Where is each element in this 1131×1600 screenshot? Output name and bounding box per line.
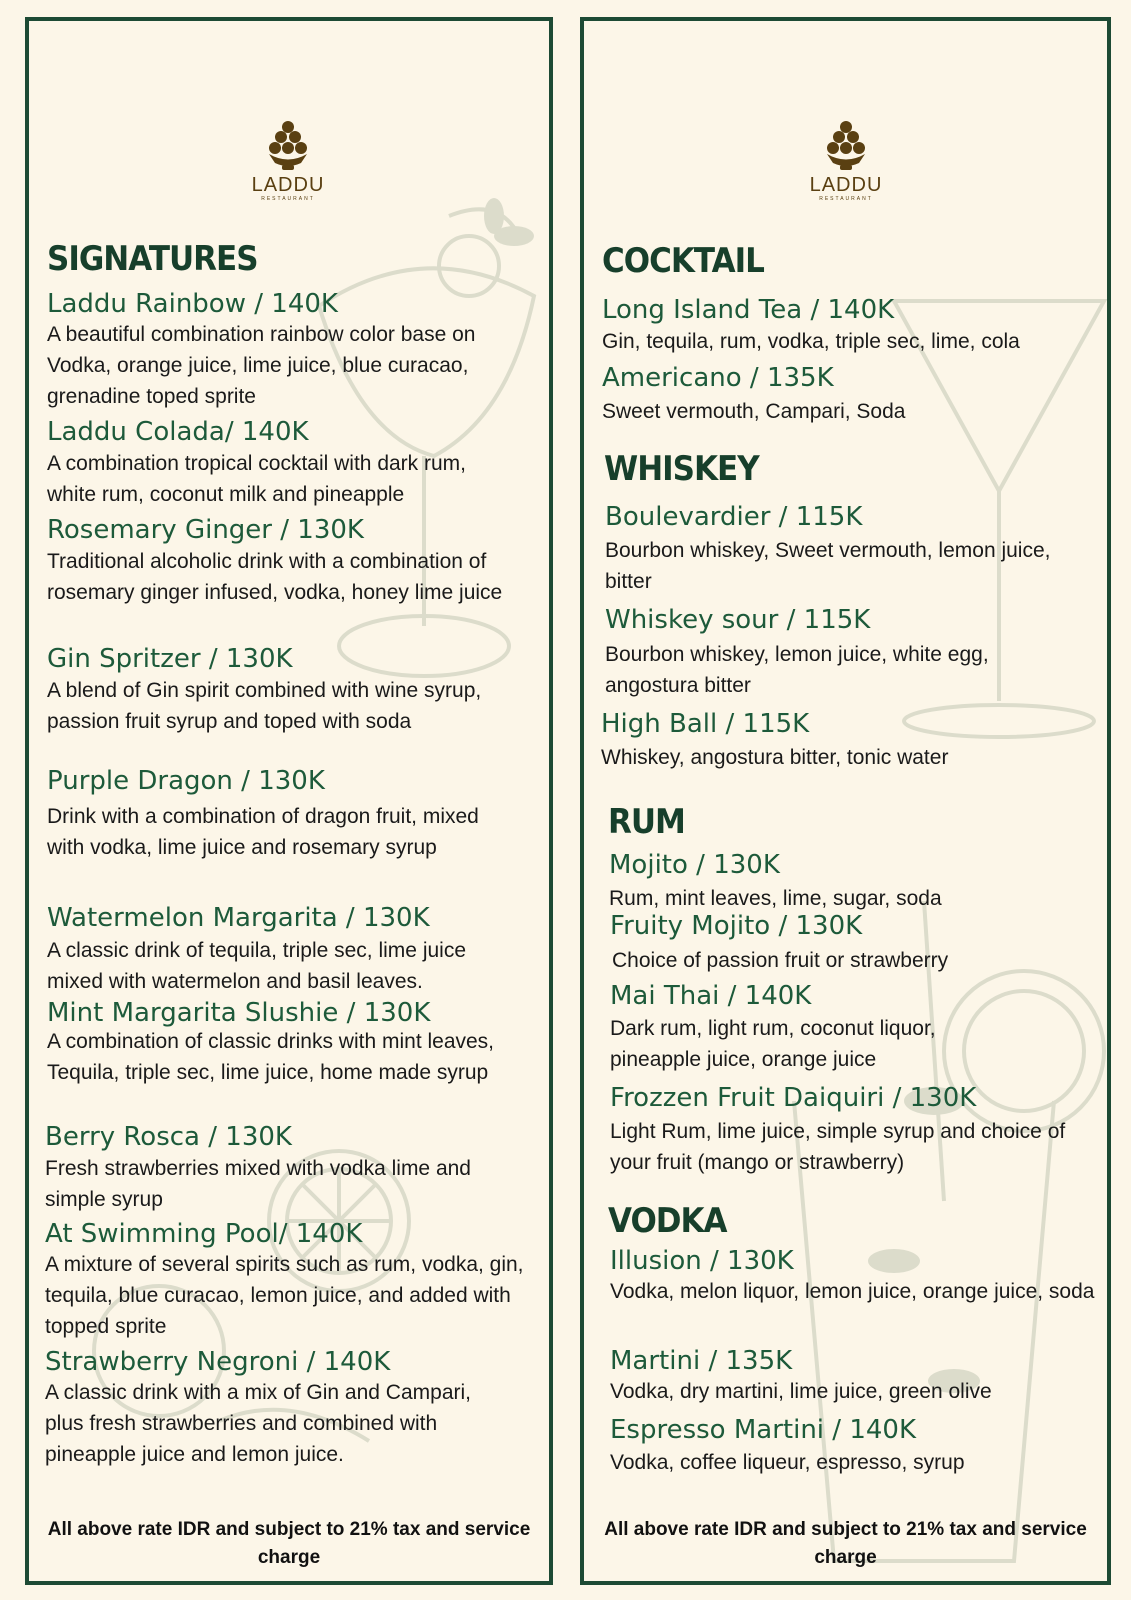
menu-item-name: Long Island Tea / 140K: [602, 295, 895, 325]
menu-item-name: Whiskey sour / 115K: [605, 605, 871, 635]
menu-item-description: Fresh strawberries mixed with vodka lime and simple syrup: [45, 1157, 471, 1211]
menu-item-description: A combination of classic drinks with mint leaves, Tequila, triple sec, lime juice, home made syrup: [47, 1030, 495, 1084]
menu-item-description: Drink with a combination of dragon fruit, mixed with vodka, lime juice and rosemary syrup: [47, 805, 479, 859]
menu-item-price: 140K: [241, 417, 309, 447]
brand-name: LADDU: [809, 174, 883, 196]
menu-item-price: 140K: [827, 295, 895, 325]
menu-item-name: Martini / 135K: [610, 1346, 793, 1376]
menu-item-description: A classic drink of tequila, triple sec, lime juice mixed with watermelon and basil leaves.: [47, 939, 467, 993]
menu-item-price: 130K: [363, 998, 431, 1028]
menu-item-name: Mint Margarita Slushie / 130K: [47, 998, 431, 1028]
menu-item-price: 130K: [225, 1122, 292, 1152]
section-title-cocktail: COCKTAIL: [602, 241, 764, 281]
brand-subtitle: RESTAURANT: [261, 196, 315, 202]
menu-item-price: 140K: [271, 289, 338, 319]
menu-item-description: Gin, tequila, rum, vodka, triple sec, lime, cola: [602, 330, 1020, 353]
menu-item-description: Whiskey, angostura bitter, tonic water: [601, 746, 949, 769]
menu-item-price: 115K: [803, 605, 871, 635]
section-title-signatures: SIGNATURES: [47, 239, 258, 279]
menu-item-name: Boulevardier / 115K: [605, 502, 863, 532]
menu-item-price: 130K: [713, 850, 780, 880]
menu-item-name: Purple Dragon / 130K: [47, 766, 325, 796]
section-title-vodka: VODKA: [608, 1201, 727, 1241]
menu-item-name: Berry Rosca / 130K: [45, 1122, 292, 1152]
menu-item-description: Bourbon whiskey, Sweet vermouth, lemon juice, bitter: [605, 539, 1051, 593]
menu-item-description: Choice of passion fruit or strawberry: [612, 949, 949, 972]
menu-item-description: Traditional alcoholic drink with a combination of rosemary ginger infused, vodka, honey lime juice: [47, 550, 503, 604]
menu-item-price: 130K: [297, 515, 364, 545]
menu-item-price: 130K: [909, 1083, 977, 1113]
laddu-logo: [786, 119, 906, 202]
menu-item-price: 135K: [766, 363, 834, 393]
menu-item-price: 135K: [725, 1346, 793, 1376]
menu-item-name: Fruity Mojito / 130K: [610, 911, 863, 941]
menu-item-description: Bourbon whiskey, lemon juice, white egg, angostura bitter: [605, 643, 989, 697]
menu-item-price: 140K: [849, 1415, 917, 1445]
menu-item-name: Frozzen Fruit Daiquiri / 130K: [610, 1083, 977, 1113]
menu-item-name: High Ball / 115K: [601, 709, 810, 739]
menu-item-name: Laddu Colada/ 140K: [47, 417, 309, 447]
menu-item-name: Mojito / 130K: [609, 850, 780, 880]
menu-item-description: A combination tropical cocktail with dark rum, white rum, coconut milk and pineapple: [47, 452, 467, 506]
menu-item-name: Gin Spritzer / 130K: [47, 644, 293, 674]
menu-item-price: 130K: [225, 644, 293, 674]
laddu-logo: [228, 119, 348, 202]
section-title-whiskey: WHISKEY: [604, 449, 759, 489]
menu-item-price: 130K: [795, 911, 863, 941]
menu-item-description: Sweet vermouth, Campari, Soda: [602, 400, 906, 423]
menu-item-name: Strawberry Negroni / 140K: [45, 1347, 391, 1377]
menu-item-name: Mai Thai / 140K: [610, 981, 812, 1011]
menu-item-description: Vodka, coffee liqueur, espresso, syrup: [610, 1451, 965, 1474]
menu-item-name: At Swimming Pool/ 140K: [45, 1219, 363, 1249]
menu-item-name: Rosemary Ginger / 130K: [47, 515, 364, 545]
section-title-rum: RUM: [608, 802, 685, 842]
tax-footnote: All above rate IDR and subject to 21% tax and service charge: [47, 1519, 531, 1568]
menu-item-price: 140K: [295, 1219, 363, 1249]
brand-subtitle: RESTAURANT: [819, 196, 873, 202]
menu-item-description: A mixture of several spirits such as rum, vodka, gin, tequila, blue curacao, lemon juice, and added with topped sprite: [45, 1253, 524, 1338]
brand-name: LADDU: [251, 174, 325, 196]
menu-item-name: Espresso Martini / 140K: [610, 1415, 917, 1445]
menu-item-price: 130K: [258, 766, 325, 796]
laddu-sweets-icon: [266, 119, 310, 171]
mojito-glass-illustration: [774, 901, 1111, 1581]
menu-item-price: 130K: [362, 903, 430, 933]
menu-item-price: 115K: [742, 709, 810, 739]
menu-item-price: 130K: [727, 1246, 794, 1276]
menu-item-price: 140K: [744, 981, 812, 1011]
menu-panel-left: [25, 17, 553, 1585]
menu-item-description: Vodka, dry martini, lime juice, green olive: [610, 1380, 992, 1403]
menu-item-name: Illusion / 130K: [610, 1246, 794, 1276]
menu-item-name: Laddu Rainbow / 140K: [47, 289, 338, 319]
menu-item-description: Rum, mint leaves, lime, sugar, soda: [609, 887, 942, 910]
menu-item-name: Watermelon Margarita / 130K: [47, 903, 430, 933]
menu-item-description: Vodka, melon liquor, lemon juice, orange juice, soda: [610, 1280, 1095, 1303]
menu-item-description: Light Rum, lime juice, simple syrup and choice of your fruit (mango or strawberry): [610, 1120, 1066, 1174]
menu-item-price: 140K: [323, 1347, 391, 1377]
laddu-sweets-icon: [824, 119, 868, 171]
tax-footnote: All above rate IDR and subject to 21% tax and service charge: [604, 1519, 1087, 1568]
menu-item-description: A classic drink with a mix of Gin and Campari, plus fresh strawberries and combined with pineapple juice and lemon juice.: [45, 1381, 471, 1466]
menu-item-description: Dark rum, light rum, coconut liquor, pineapple juice, orange juice: [610, 1017, 936, 1071]
menu-item-description: A beautiful combination rainbow color base on Vodka, orange juice, lime juice, blue curacao, grenadine toped sprite: [47, 323, 476, 408]
menu-item-description: A blend of Gin spirit combined with wine syrup, passion fruit syrup and toped with soda: [47, 679, 482, 733]
menu-item-price: 115K: [795, 502, 863, 532]
menu-item-name: Americano / 135K: [602, 363, 834, 393]
menu-panel-right: [580, 17, 1111, 1585]
